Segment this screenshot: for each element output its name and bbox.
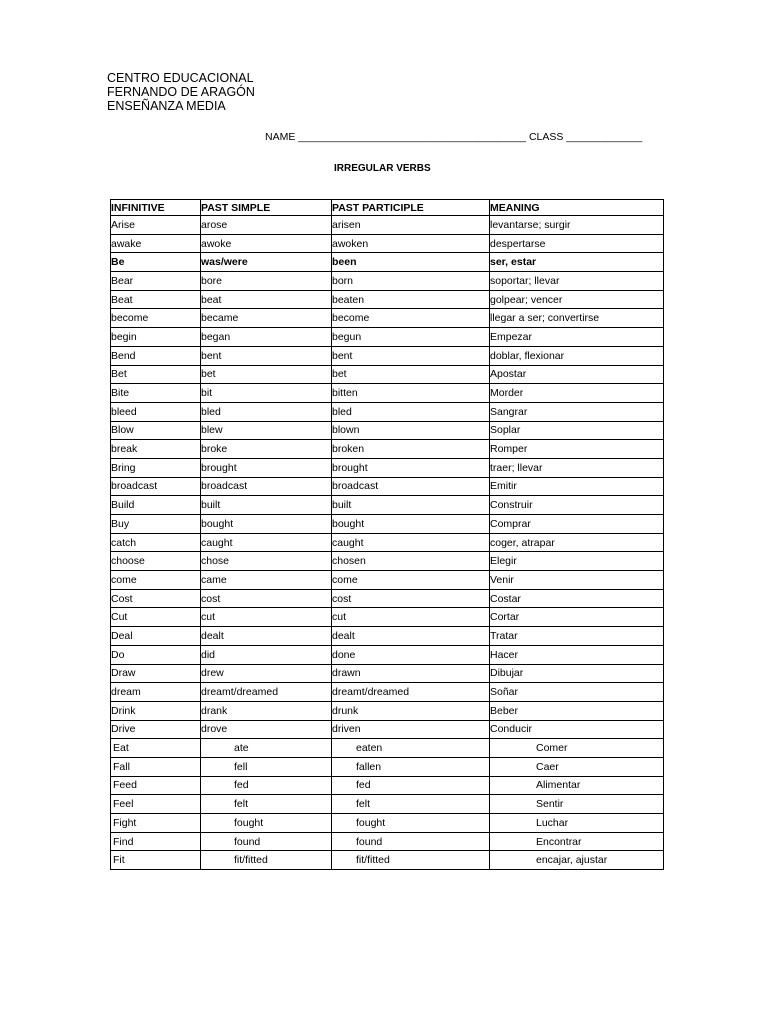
cell-infinitive: Blow — [111, 421, 201, 440]
cell-meaning: soportar; llevar — [490, 272, 664, 291]
cell-infinitive: Bet — [111, 365, 201, 384]
cell-infinitive: Fight — [111, 814, 201, 833]
cell-past-simple: awoke — [201, 234, 332, 253]
cell-infinitive: Fit — [111, 851, 201, 870]
cell-past-participle: done — [332, 645, 490, 664]
table-row — [111, 328, 664, 347]
table-row — [111, 552, 664, 571]
cell-meaning: Costar — [490, 589, 664, 608]
table-row — [111, 533, 664, 552]
table-row — [111, 645, 664, 664]
table-row — [111, 477, 664, 496]
cell-past-participle: been — [332, 253, 490, 272]
cell-meaning: doblar, flexionar — [490, 346, 664, 365]
table-row — [111, 421, 664, 440]
class-label: CLASS — [528, 131, 564, 143]
cell-infinitive: Drink — [111, 701, 201, 720]
table-row — [111, 384, 664, 403]
cell-infinitive: Beat — [111, 290, 201, 309]
cell-infinitive: Draw — [111, 664, 201, 683]
cell-past-participle: chosen — [332, 552, 490, 571]
table-row — [111, 701, 664, 720]
cell-infinitive: Bear — [111, 272, 201, 291]
table-row — [111, 739, 664, 758]
column-header-meaning: MEANING — [490, 200, 664, 216]
cell-past-participle: bet — [332, 365, 490, 384]
name-blank[interactable]: _______________________________________ — [298, 131, 527, 143]
cell-infinitive: Do — [111, 645, 201, 664]
cell-past-participle: cut — [332, 608, 490, 627]
cell-past-participle: driven — [332, 720, 490, 739]
cell-infinitive: break — [111, 440, 201, 459]
cell-past-simple: built — [201, 496, 332, 515]
cell-meaning: Cortar — [490, 608, 664, 627]
cell-past-simple: fed — [201, 776, 332, 795]
cell-meaning: traer; llevar — [490, 458, 664, 477]
cell-past-participle: bought — [332, 515, 490, 534]
cell-past-simple: brought — [201, 458, 332, 477]
cell-infinitive: catch — [111, 533, 201, 552]
cell-meaning: Hacer — [490, 645, 664, 664]
table-row — [111, 851, 664, 870]
cell-meaning: Construir — [490, 496, 664, 515]
table-header-row — [111, 200, 664, 216]
cell-meaning: Tratar — [490, 627, 664, 646]
table-row — [111, 346, 664, 365]
cell-past-simple: beat — [201, 290, 332, 309]
cell-infinitive: Bend — [111, 346, 201, 365]
cell-infinitive: Drive — [111, 720, 201, 739]
cell-past-participle: beaten — [332, 290, 490, 309]
cell-past-participle: bled — [332, 402, 490, 421]
cell-infinitive: Build — [111, 496, 201, 515]
irregular-verbs-table — [110, 199, 664, 870]
cell-past-simple: bet — [201, 365, 332, 384]
cell-past-participle: drunk — [332, 701, 490, 720]
cell-past-simple: bit — [201, 384, 332, 403]
cell-past-simple: bled — [201, 402, 332, 421]
cell-past-simple: came — [201, 571, 332, 590]
name-class-line — [265, 131, 642, 143]
cell-meaning: levantarse; surgir — [490, 216, 664, 235]
cell-infinitive: Cost — [111, 589, 201, 608]
cell-meaning: golpear; vencer — [490, 290, 664, 309]
table-row — [111, 402, 664, 421]
cell-past-simple: felt — [201, 795, 332, 814]
cell-meaning: Sentir — [490, 795, 664, 814]
table-row — [111, 253, 664, 272]
cell-past-simple: drank — [201, 701, 332, 720]
name-label: NAME — [265, 131, 296, 143]
table-row — [111, 776, 664, 795]
table-row — [111, 458, 664, 477]
cell-infinitive: Cut — [111, 608, 201, 627]
cell-infinitive: Fall — [111, 757, 201, 776]
cell-past-simple: fit/fitted — [201, 851, 332, 870]
page-title: IRREGULAR VERBS — [334, 163, 431, 174]
cell-past-participle: born — [332, 272, 490, 291]
cell-past-participle: arisen — [332, 216, 490, 235]
table-body — [111, 216, 664, 870]
cell-past-simple: bore — [201, 272, 332, 291]
cell-past-participle: broadcast — [332, 477, 490, 496]
school-level: ENSEÑANZA MEDIA — [107, 99, 226, 113]
table-row — [111, 795, 664, 814]
cell-past-simple: ate — [201, 739, 332, 758]
table-row — [111, 440, 664, 459]
table-row — [111, 589, 664, 608]
cell-infinitive: bleed — [111, 402, 201, 421]
cell-meaning: Beber — [490, 701, 664, 720]
cell-past-simple: bent — [201, 346, 332, 365]
cell-infinitive: broadcast — [111, 477, 201, 496]
cell-infinitive: Feel — [111, 795, 201, 814]
cell-past-participle: cost — [332, 589, 490, 608]
table-row — [111, 627, 664, 646]
cell-past-participle: eaten — [332, 739, 490, 758]
cell-meaning: Encontrar — [490, 832, 664, 851]
cell-past-participle: fed — [332, 776, 490, 795]
cell-meaning: Apostar — [490, 365, 664, 384]
cell-past-simple: dreamt/dreamed — [201, 683, 332, 702]
school-header — [107, 71, 255, 113]
table-row — [111, 216, 664, 235]
cell-past-simple: was/were — [201, 253, 332, 272]
cell-meaning: llegar a ser; convertirse — [490, 309, 664, 328]
column-header-past-simple: PAST SIMPLE — [201, 200, 332, 216]
cell-past-participle: bitten — [332, 384, 490, 403]
table-row — [111, 664, 664, 683]
cell-past-simple: fell — [201, 757, 332, 776]
cell-infinitive: dream — [111, 683, 201, 702]
cell-past-participle: broken — [332, 440, 490, 459]
table-row — [111, 608, 664, 627]
cell-past-participle: fallen — [332, 757, 490, 776]
school-name-line-2: FERNANDO DE ARAGÓN — [107, 85, 255, 99]
cell-meaning: coger, atrapar — [490, 533, 664, 552]
cell-past-participle: fit/fitted — [332, 851, 490, 870]
school-name-line-1: CENTRO EDUCACIONAL — [107, 71, 254, 85]
cell-meaning: Dibujar — [490, 664, 664, 683]
cell-past-participle: built — [332, 496, 490, 515]
cell-infinitive: come — [111, 571, 201, 590]
cell-past-participle: bent — [332, 346, 490, 365]
table-row — [111, 720, 664, 739]
cell-infinitive: Deal — [111, 627, 201, 646]
cell-meaning: Luchar — [490, 814, 664, 833]
cell-past-simple: bought — [201, 515, 332, 534]
cell-meaning: Romper — [490, 440, 664, 459]
cell-meaning: Venir — [490, 571, 664, 590]
cell-meaning: ser, estar — [490, 253, 664, 272]
cell-past-simple: drove — [201, 720, 332, 739]
cell-past-participle: felt — [332, 795, 490, 814]
cell-past-simple: cost — [201, 589, 332, 608]
column-header-past-participle: PAST PARTICIPLE — [332, 200, 490, 216]
table-row — [111, 515, 664, 534]
table-row — [111, 272, 664, 291]
cell-infinitive: Arise — [111, 216, 201, 235]
cell-past-simple: became — [201, 309, 332, 328]
table-row — [111, 683, 664, 702]
cell-past-simple: cut — [201, 608, 332, 627]
cell-past-participle: dealt — [332, 627, 490, 646]
cell-past-participle: begun — [332, 328, 490, 347]
cell-meaning: encajar, ajustar — [490, 851, 664, 870]
table-row — [111, 832, 664, 851]
cell-meaning: Morder — [490, 384, 664, 403]
cell-meaning: Elegir — [490, 552, 664, 571]
cell-past-simple: drew — [201, 664, 332, 683]
table-row — [111, 365, 664, 384]
table-row — [111, 814, 664, 833]
cell-past-simple: chose — [201, 552, 332, 571]
cell-past-simple: did — [201, 645, 332, 664]
cell-meaning: Emitir — [490, 477, 664, 496]
cell-meaning: Sangrar — [490, 402, 664, 421]
cell-past-simple: fought — [201, 814, 332, 833]
cell-past-participle: blown — [332, 421, 490, 440]
cell-past-simple: found — [201, 832, 332, 851]
cell-past-simple: broadcast — [201, 477, 332, 496]
class-blank[interactable]: _____________ — [566, 131, 643, 143]
cell-infinitive: choose — [111, 552, 201, 571]
table-row — [111, 496, 664, 515]
cell-past-participle: brought — [332, 458, 490, 477]
cell-infinitive: awake — [111, 234, 201, 253]
cell-past-simple: began — [201, 328, 332, 347]
cell-meaning: Soñar — [490, 683, 664, 702]
cell-past-participle: drawn — [332, 664, 490, 683]
table-row — [111, 757, 664, 776]
table-row — [111, 571, 664, 590]
cell-past-simple: dealt — [201, 627, 332, 646]
cell-meaning: Caer — [490, 757, 664, 776]
cell-meaning: despertarse — [490, 234, 664, 253]
cell-infinitive: begin — [111, 328, 201, 347]
cell-meaning: Conducir — [490, 720, 664, 739]
table-row — [111, 309, 664, 328]
cell-past-simple: caught — [201, 533, 332, 552]
cell-past-participle: found — [332, 832, 490, 851]
table-row — [111, 234, 664, 253]
cell-past-participle: become — [332, 309, 490, 328]
cell-infinitive: Bring — [111, 458, 201, 477]
cell-infinitive: Bite — [111, 384, 201, 403]
cell-past-simple: broke — [201, 440, 332, 459]
column-header-infinitive: INFINITIVE — [111, 200, 201, 216]
cell-past-simple: arose — [201, 216, 332, 235]
table-row — [111, 290, 664, 309]
cell-infinitive: Be — [111, 253, 201, 272]
cell-meaning: Alimentar — [490, 776, 664, 795]
cell-meaning: Empezar — [490, 328, 664, 347]
cell-past-simple: blew — [201, 421, 332, 440]
cell-past-participle: caught — [332, 533, 490, 552]
cell-meaning: Soplar — [490, 421, 664, 440]
cell-meaning: Comprar — [490, 515, 664, 534]
cell-infinitive: Find — [111, 832, 201, 851]
cell-past-participle: awoken — [332, 234, 490, 253]
cell-infinitive: become — [111, 309, 201, 328]
cell-infinitive: Buy — [111, 515, 201, 534]
cell-meaning: Comer — [490, 739, 664, 758]
cell-past-participle: fought — [332, 814, 490, 833]
cell-infinitive: Feed — [111, 776, 201, 795]
cell-past-participle: come — [332, 571, 490, 590]
cell-past-participle: dreamt/dreamed — [332, 683, 490, 702]
cell-infinitive: Eat — [111, 739, 201, 758]
